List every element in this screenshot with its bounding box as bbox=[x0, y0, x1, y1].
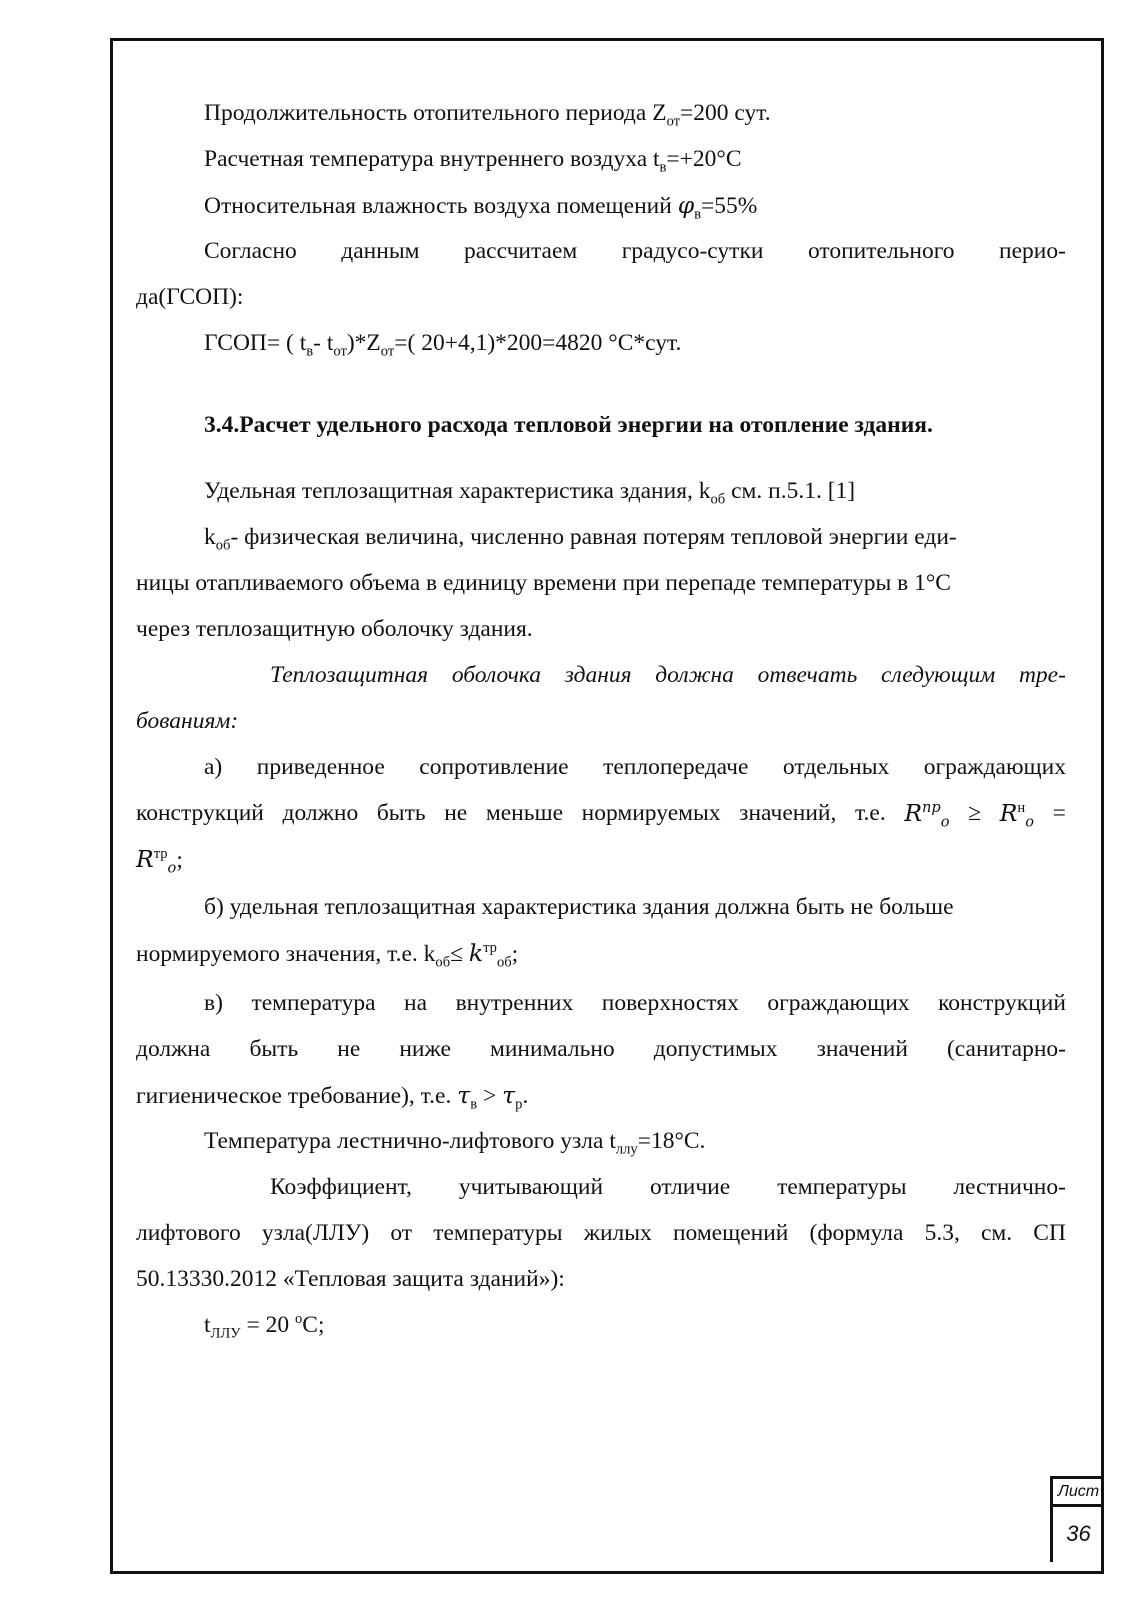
requirement-a: а) приведенное сопротивление теплопередаче отдельных ограждающих bbox=[204, 754, 1066, 780]
paragraph-requirements-intro: Теплозащитная оболочка здания должна отвечать следующим тре- bbox=[270, 662, 1066, 688]
requirement-c-formula: гигиеническое требование), т.е. $\tau_в > \tau_р$. bbox=[136, 1081, 529, 1113]
section-heading: 3.4.Расчет удельного расхода тепловой энергии на отопление здания. bbox=[204, 412, 933, 438]
paragraph-requirements-intro-cont: бованиям: bbox=[136, 708, 239, 734]
formula-r-n: $R^н_o$ bbox=[999, 799, 1034, 831]
requirement-b-cont: нормируемого значения, т.е. $k_{об}\le k^{тр}_{об}$; bbox=[136, 939, 519, 971]
requirement-b: б) удельная теплозащитная характеристика здания должна быть не больше bbox=[204, 894, 954, 920]
sheet-stamp bbox=[1050, 1476, 1104, 1562]
paragraph-gsop-intro: Согласно данным рассчитаем градусо-сутки отопительного перио- bbox=[204, 238, 1066, 264]
paragraph-kob-definition-3: через теплозащитную оболочку здания. bbox=[136, 616, 533, 642]
paragraph-internal-temperature: Расчетная температура внутреннего воздуха $t_в=+20^\circ C$ bbox=[204, 146, 742, 176]
paragraph-coefficient-cont-2: 50.13330.2012 «Тепловая защита зданий»): bbox=[136, 1266, 565, 1292]
paragraph-kob-definition-2: ницы отапливаемого объема в единицу времени при перепаде температуры в 1°C bbox=[136, 570, 951, 596]
formula-tllu: $t_{ЛЛУ} = 20$ $^o$C; bbox=[204, 1311, 325, 1342]
page-number: 36 bbox=[1066, 1521, 1091, 1546]
paragraph-coefficient: Коэффициент, учитывающий отличие температуры лестнично- bbox=[270, 1174, 1066, 1200]
formula-r-np: $R^{np}_o$ bbox=[904, 799, 950, 831]
paragraph-stair-temperature: Температура лестнично-лифтового узла $t_{ллу}=18^\circ C$. bbox=[204, 1128, 706, 1158]
paragraph-coefficient-cont: лифтового узла(ЛЛУ) от температуры жилых помещений (формула 5.3, см. СП bbox=[136, 1220, 1066, 1246]
requirement-c: в) температура на внутренних поверхностях ограждающих конструкций bbox=[204, 990, 1066, 1016]
requirement-c-cont: должна быть не ниже минимально допустимых значений (санитарно- bbox=[136, 1036, 1066, 1062]
requirement-a-formula: $R^{тр}_o$; bbox=[136, 845, 183, 877]
paragraph-specific-characteristic: Удельная теплозащитная характеристика здания, $k_{об}$ см. п.5.1. [1] bbox=[204, 478, 856, 508]
paragraph-humidity: Относительная влажность воздуха помещений $\varphi_в=55\%$ bbox=[204, 191, 758, 223]
sheet-label: Лист bbox=[1053, 1479, 1104, 1507]
paragraph-gsop-intro-cont: да(ГСОП): bbox=[136, 284, 244, 310]
paragraph-kob-definition: $k_{об}-$ физическая величина, численно равная потерям тепловой энергии еди- bbox=[204, 524, 957, 554]
formula-gsop: ГСОП= ( $t_в-$ $t_{от})*Z_{от}=$( 20+4,1)*200=4820 °C*сут. bbox=[204, 330, 682, 360]
paragraph-heating-period: Продолжительность отопительного периода $Z_{от}=200$ сут. bbox=[204, 100, 771, 130]
requirement-a-cont: конструкций должно быть не меньше нормируемых значений, т.е. $R^{np}_o$ ≥ $R^н_o$ = bbox=[136, 799, 1066, 831]
